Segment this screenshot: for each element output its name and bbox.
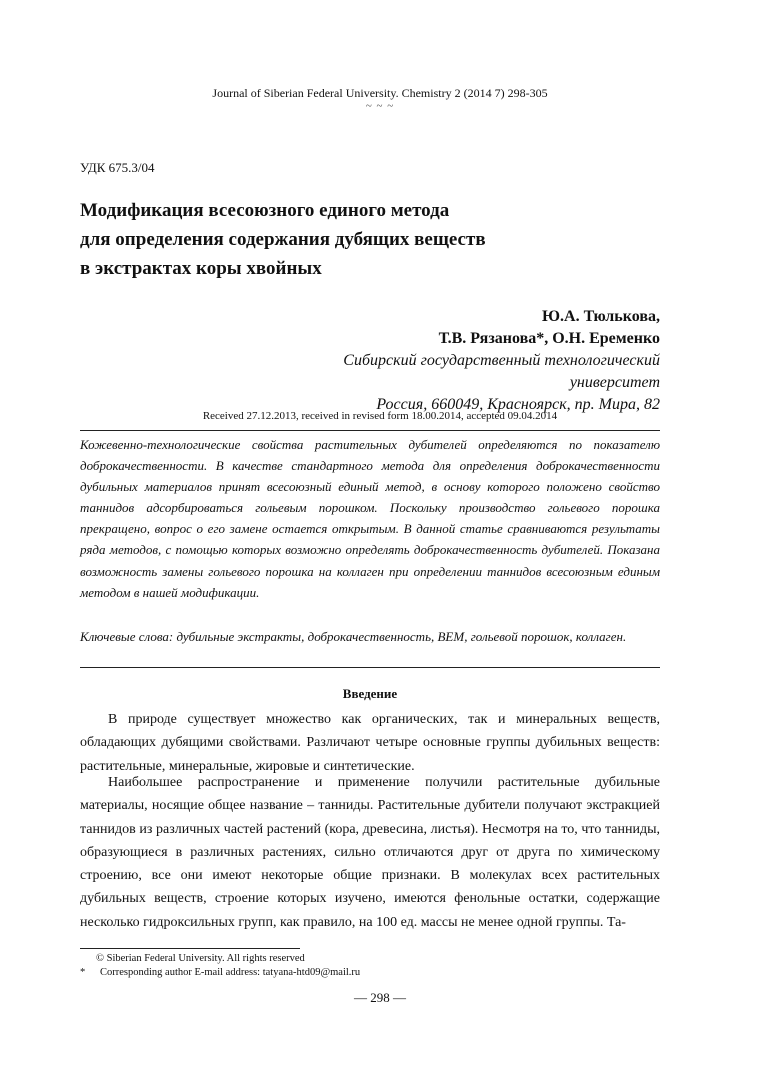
footnote-mark: *	[80, 967, 86, 978]
title-line: Модификация всесоюзного единого метода	[80, 200, 450, 221]
copyright-note: © Siberian Federal University. All rights reserved	[96, 953, 305, 964]
affiliation-line: Сибирский государственный технологический университет	[343, 352, 660, 391]
paragraph-text: Наибольшее распространение и применение получили растительные дубильные материалы, носящие общее название – танниды. Растительные дубители получают экстракцией таннидов из различных частей растений (кора, древесина, листья). Несмотря на то, что танниды, образующиеся в различных растениях, сильно отличаются друг от друга по химическому строению, все они имеют некоторые общие признаки. В молекулах всех растительных дубильных веществ, строение которых изучено, имеются фенольные остатки, содержащие несколько гидроксильных групп, как правило, на 100 ед. массы не менее одной группы. Та-	[80, 775, 660, 930]
header-separator: ~ ~ ~	[365, 100, 395, 112]
paragraph-text: В природе существует множество как органических, так и минеральных веществ, обладающих дубящими свойствами. Различают четыре основные группы дубильных веществ: растительные, минеральные, жировые и синтетические.	[80, 712, 660, 774]
title-line: для определения содержания дубящих веществ	[80, 229, 486, 250]
title-line: в экстрактах коры хвойных	[80, 258, 322, 279]
abstract-top-rule	[80, 430, 660, 431]
received-dates: Received 27.12.2013, received in revised form 18.00.2014, accepted 09.04.2014	[202, 410, 558, 422]
corresponding-note	[80, 966, 360, 980]
section-heading: Введение	[342, 686, 398, 701]
footnote-rule	[80, 948, 300, 949]
journal-citation: Journal of Siberian Federal University. Chemistry 2 (2014 7) 298-305	[212, 86, 548, 100]
keywords: Ключевые слова: дубильные экстракты, доброкачественность, ВЕМ, гольевой порошок, коллаген.	[80, 629, 627, 644]
author-block	[300, 306, 660, 416]
affiliation-line: Россия, 660049, Красноярск, пр. Мира, 82	[376, 396, 660, 413]
body-paragraph	[80, 771, 660, 934]
page-number: — 298 —	[354, 990, 406, 1005]
authors-line: Ю.А. Тюлькова,	[542, 308, 660, 325]
body-paragraph	[80, 708, 660, 778]
abstract-bottom-rule	[80, 667, 660, 668]
corresponding-email: Corresponding author E-mail address: tatyana-htd09@mail.ru	[100, 967, 361, 978]
article-title	[80, 196, 640, 283]
abstract: Кожевенно-технологические свойства растительных дубителей определяются по показателю доброкачественности. В качестве стандартного метода для определения доброкачественности дубильных материалов принят всесоюзный единый метод, в основу которого положено свойство таннидов адсорбироваться гольевым порошком. Поскольку производство гольевого порошка прекращено, вопрос о его замене остается открытым. В данной статье сравниваются результаты ряда методов, с помощью которых возможно определять доброкачественность дубителей. Показана возможность замены гольевого порошка на коллаген при определении таннидов всесоюзным единым методом в нашей модификации.	[80, 437, 660, 600]
authors-line: Т.В. Рязанова*, О.Н. Еременко	[438, 330, 660, 347]
udk-code: УДК 675.3/04	[80, 160, 155, 175]
